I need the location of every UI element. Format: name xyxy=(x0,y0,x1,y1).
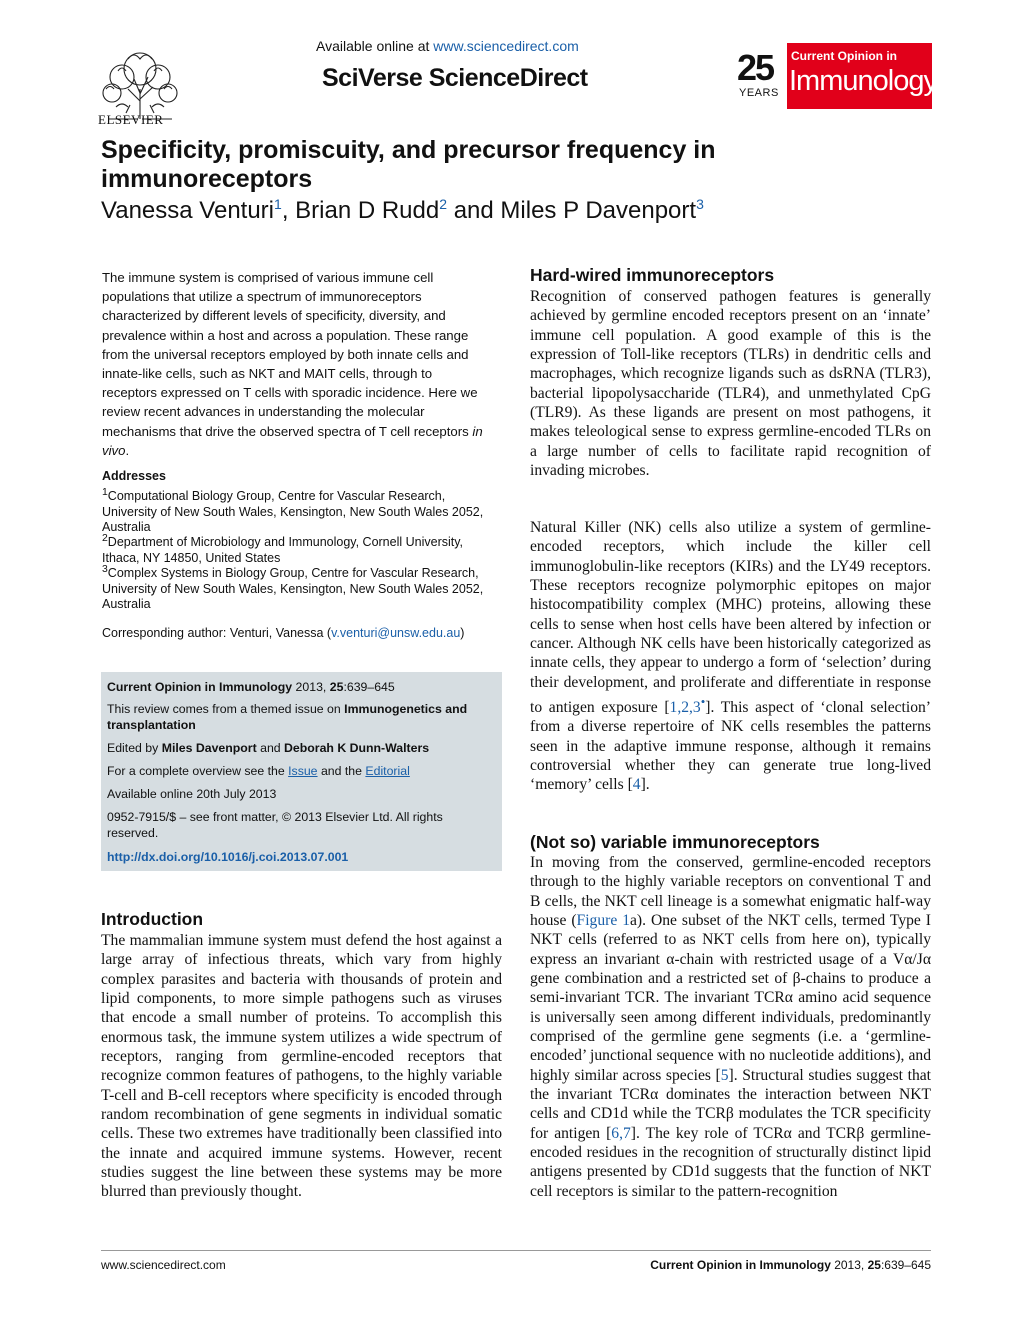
address-number: 1 xyxy=(102,487,108,498)
reference-link[interactable]: 4 xyxy=(632,776,641,794)
reference-link[interactable]: 1,2,3 xyxy=(669,699,701,717)
citation-year: 2013, xyxy=(292,680,330,694)
anniversary-years: YEARS xyxy=(739,87,779,99)
editor-name: Miles Davenport xyxy=(161,741,257,755)
anniversary-block xyxy=(737,43,787,109)
author-affiliation-link[interactable]: 3 xyxy=(696,196,704,212)
addresses-heading: Addresses xyxy=(102,469,166,483)
sciencedirect-link[interactable]: www.sciencedirect.com xyxy=(433,38,579,54)
paragraph-text: In moving from the conserved, germline-encoded receptors through to the highly variable receptors on conventional T and B cells, the NKT cell lineage is a somewhat enigmatic half-way house ( xyxy=(530,854,931,929)
editors-line xyxy=(107,740,497,756)
reference-marker: • xyxy=(700,693,706,709)
paragraph-text: Natural Killer (NK) cells also utilize a system of germline-encoded receptors, which include the killer cell immunoglobulin-like receptors (KIRs) and the LY49 receptors. These receptors recognize polymorphic epitopes on major histocompatibility complex (MHC) proteins, allowing these cells to sense when host cells have been altered by infection or cancer. Although NK cells have been historically categorized as innate cells, they appear to undergo a form of ‘selection’ during their development, and proliferate and differentiate in response to antigen exposure [ xyxy=(530,519,931,717)
theme-name: Immunogenetics and transplantation xyxy=(107,702,468,732)
journal-name-line2: Immunology xyxy=(789,65,937,97)
available-online-line xyxy=(316,38,579,54)
address-item xyxy=(102,485,497,536)
editor-name: Deborah K Dunn-Walters xyxy=(284,741,430,755)
author-name: Brian D Rudd xyxy=(295,197,440,224)
paragraph-text: ]. xyxy=(640,776,650,794)
overview-and: and the xyxy=(317,764,366,778)
abstract xyxy=(102,268,490,460)
issue-link[interactable]: Issue xyxy=(288,764,318,778)
editors-and: and xyxy=(256,741,285,755)
variable-heading: (Not so) variable immunoreceptors xyxy=(530,832,820,852)
address-item xyxy=(102,531,497,566)
abstract-text: The immune system is comprised of various immune cell populations that utilize a spectrum of immunoreceptors characterized by different levels of specificity, diversity, and prevalence within a host and across a population. These range from the universal receptors employed by both innate cells and innate-like cells, such as NKT and MAIT cells, through to receptors expressed on T cells with sporadic incidence. Here we review recent advances in understanding the molecular mechanisms that drive the observed spectra of T cell receptors xyxy=(102,270,478,439)
address-item xyxy=(102,562,497,613)
introduction-text: The mammalian immune system must defend the host against a large array of infectious threats, which vary from highly complex parasites and bacteria with thousands of protein and lipid components, to more simple pathogens such as viruses that encode a small number of proteins. To accomplish this enormous task, the immune system utilizes a wide spectrum of receptors, ranging from germline-encoded receptors that recognize common features of pathogens, to the highly variable T-cell and B-cell receptors where specificity is encoded through random recombination of gene segments in individual somatic cells. These two extremes have traditionally been classified into the innate and acquired immune systems. However, recent studies suggest the line between these systems may be more blurred than previously thought. xyxy=(101,932,502,1201)
variable-paragraph xyxy=(530,853,931,1201)
corresponding-email-link[interactable]: v.venturi@unsw.edu.au xyxy=(331,626,461,640)
footer-rule xyxy=(101,1250,931,1251)
article-title: Specificity, promiscuity, and precursor frequency in immunoreceptors xyxy=(101,136,716,193)
address-number: 3 xyxy=(102,564,108,575)
available-date: Available online 20th July 2013 xyxy=(107,787,277,801)
abstract-end: . xyxy=(125,442,130,458)
overview-line xyxy=(107,763,497,779)
footer-year: 2013, xyxy=(830,1258,868,1272)
footer-pages: :639–645 xyxy=(880,1258,931,1272)
paragraph-text: ]. Structural studies suggest that the invariant TCRα dominates the interaction between NKT cells and CD1d while the TCRβ modulates the TCR specificity for antigen [ xyxy=(530,1066,931,1142)
citation-pages: :639–645 xyxy=(343,680,395,694)
abstract-italic: in vivo xyxy=(102,423,483,458)
author-list xyxy=(101,196,704,225)
figure-link[interactable]: Figure 1 xyxy=(576,911,630,929)
platform-name: SciVerse ScienceDirect xyxy=(322,64,588,92)
address-text: Computational Biology Group, Centre for Vascular Research, University of New South Wales, Kensington, New South Wales 2052, Australia xyxy=(102,489,484,535)
anniversary-number: 25 xyxy=(737,47,774,88)
author-name: Vanessa Venturi xyxy=(101,197,275,224)
address-number: 2 xyxy=(102,533,108,544)
corresponding-author xyxy=(102,626,464,640)
journal-name-block xyxy=(787,43,937,109)
corresponding-label: Corresponding author: Venturi, Vanessa ( xyxy=(102,626,332,640)
footer-site: www.sciencedirect.com xyxy=(101,1258,226,1272)
address-text: Department of Microbiology and Immunology, Cornell University, Ithaca, NY 14850, United States xyxy=(102,535,464,565)
author-separator: and xyxy=(447,197,501,224)
editorial-link[interactable]: Editorial xyxy=(365,764,410,778)
article-info-box xyxy=(101,672,502,871)
available-label: Available online at xyxy=(316,38,434,54)
footer-citation xyxy=(650,1258,931,1272)
citation-volume: 25 xyxy=(329,680,344,694)
journal-name-line1: Current Opinion in xyxy=(791,49,897,63)
author-name: Miles P Davenport xyxy=(500,197,697,224)
footer-journal: Current Opinion in Immunology xyxy=(650,1258,831,1272)
theme-label: This review comes from a themed issue on xyxy=(107,702,345,716)
paragraph-text: ]. This aspect of ‘clonal selection’ from a diverse repertoire of NK cells resembles the patterns seen in the adaptive immune response, although it remains controversial whether they can generate true long-lived ‘memory’ cells [ xyxy=(530,699,931,794)
reference-link[interactable]: 6,7 xyxy=(611,1124,631,1142)
address-text: Complex Systems in Biology Group, Centre for Vascular Research, University of New South Wales, Kensington, New South Wales 2052, Australia xyxy=(102,566,484,612)
introduction-heading: Introduction xyxy=(101,909,204,929)
citation-journal: Current Opinion in Immunology xyxy=(107,680,293,694)
citation-line xyxy=(107,679,497,695)
doi-link[interactable]: http://dx.doi.org/10.1016/j.coi.2013.07.001 xyxy=(107,850,349,864)
copyright-line: 0952-7915/$ – see front matter, © 2013 Elsevier Ltd. All rights reserved. xyxy=(107,810,443,840)
author-affiliation-link[interactable]: 2 xyxy=(439,196,448,212)
paragraph-text: a). One subset of the NKT cells, termed Type I NKT cells (referred to as NKT cells from here on), typically express an invariant α-chain with restricted usage of a Vα/Jα gene combination and a restricted set of β-chains to produce a semi-invariant TCR. The invariant TCRα amino acid sequence is universally seen among different individuals, predominantly comprised of the germline gene segments (i.e. a ‘germline-encoded’ junctional sequence with no nucleotide additions), and highly similar across species [ xyxy=(530,911,931,1084)
author-affiliation-link[interactable]: 1 xyxy=(274,196,282,212)
journal-logo xyxy=(737,43,937,109)
overview-label: For a complete overview see the xyxy=(107,764,289,778)
hardwired-paragraph-1: Recognition of conserved pathogen features is generally achieved by germline encoded receptors present on an ‘innate’ immune cell population. A good example of this is the expression of Toll-like receptors (TLRs) in dendritic cells and macrophages, which recognize ligands such as dsRNA (TLR3), bacterial lipopolysaccharide (TLR4), and unmethylated CpG (TLR9). As these ligands are present on most pathogens, it makes teleological sense to express germline-encoded TLRs on a large number of cells to facilitate rapid recognition of invading microbes. xyxy=(530,288,931,479)
paragraph-text: ]. The key role of TCRα and TCRβ germline-encoded residues in the recognition of structurally distinct lipid antigens presented by CD1d suggests that the function of NKT cell receptors is similar to the pattern-recognition xyxy=(530,1124,931,1200)
corresponding-end: ) xyxy=(460,626,465,640)
footer-volume: 25 xyxy=(867,1258,881,1272)
themed-issue-line xyxy=(107,701,497,733)
author-separator: , xyxy=(281,197,296,224)
hardwired-heading: Hard-wired immunoreceptors xyxy=(530,265,775,285)
reference-link[interactable]: 5 xyxy=(720,1066,729,1084)
hardwired-paragraph-2 xyxy=(530,518,931,795)
editors-label: Edited by xyxy=(107,741,162,755)
publisher-wordmark: ELSEVIER xyxy=(98,112,164,127)
